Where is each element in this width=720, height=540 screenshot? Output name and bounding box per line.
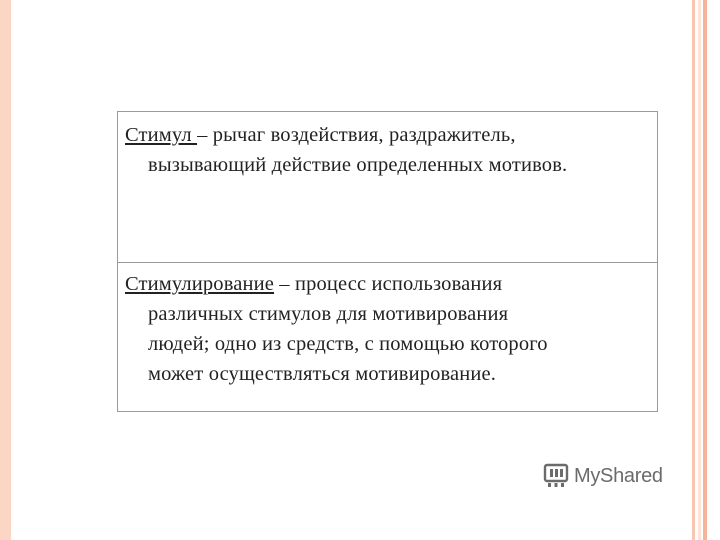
definition-first-line bbox=[125, 269, 649, 299]
right-border-inner bbox=[692, 0, 695, 540]
myshared-watermark bbox=[543, 462, 663, 490]
myshared-logo-text: MyShared bbox=[574, 464, 663, 487]
definition-text: – процесс использования bbox=[274, 273, 503, 295]
definition-first-line bbox=[125, 120, 649, 150]
right-border-outer bbox=[703, 0, 707, 540]
definition-text: вызывающий действие определенных мотивов. bbox=[148, 154, 568, 176]
definition-stimulus bbox=[118, 112, 657, 262]
definition-stimulation bbox=[118, 262, 657, 411]
definition-text: – рычаг воздействия, раздражитель, bbox=[197, 124, 516, 146]
definition-text: различных стимулов для мотивирования bbox=[148, 303, 509, 325]
definitions-table bbox=[117, 111, 658, 412]
term-stimulus: Стимул bbox=[125, 124, 198, 146]
definition-text: людей; одно из средств, с помощью которого bbox=[148, 333, 548, 355]
definition-text: может осуществляться мотивирование. bbox=[148, 363, 497, 385]
myshared-logo-icon bbox=[543, 463, 569, 489]
right-border-middle bbox=[698, 0, 701, 540]
term-stimulation: Стимулирование bbox=[125, 273, 275, 295]
